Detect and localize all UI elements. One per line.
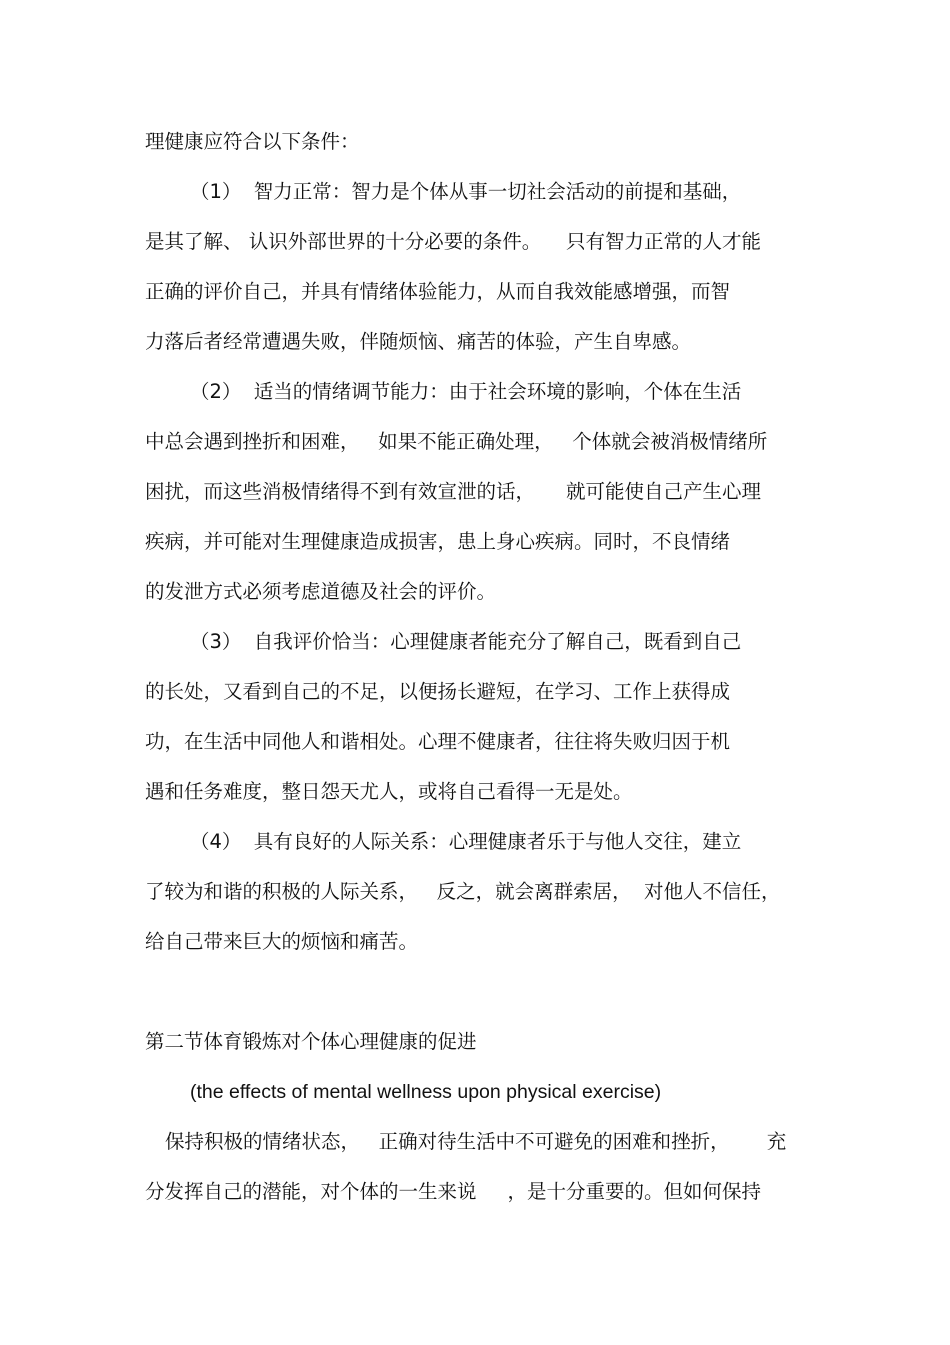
text-line: 理健康应符合以下条件： <box>145 130 360 153</box>
text-line: 分发挥自己的潜能，对个体的一生来说 ，是十分重要的。但如何保持 <box>145 1180 761 1203</box>
text-line: （1） 智力正常：智力是个体从事一切社会活动的前提和基础， <box>190 180 742 203</box>
section-heading: 第二节体育锻炼对个体心理健康的促进 <box>145 1030 477 1053</box>
text-line: 中总会遇到挫折和困难， 如果不能正确处理， 个体就会被消极情绪所 <box>145 430 768 453</box>
text-line: 遇和任务难度，整日怨天尤人，或将自己看得一无是处。 <box>145 780 633 803</box>
text-line: 是其了解、 认识外部世界的十分必要的条件。 只有智力正常的人才能 <box>145 230 761 253</box>
text-line: 的长处，又看到自己的不足，以便扬长避短，在学习、工作上获得成 <box>145 680 731 703</box>
text-line: 保持积极的情绪状态， 正确对待生活中不可避免的困难和挫折， 充 <box>165 1130 787 1153</box>
text-line: 力落后者经常遭遇失败，伴随烦恼、痛苦的体验，产生自卑感。 <box>145 330 692 353</box>
text-line: （3） 自我评价恰当：心理健康者能充分了解自己，既看到自己 <box>190 630 742 653</box>
text-line: （2） 适当的情绪调节能力：由于社会环境的影响，个体在生活 <box>190 380 742 403</box>
text-line: （4） 具有良好的人际关系：心理健康者乐于与他人交往，建立 <box>190 830 742 853</box>
text-line: 疾病，并可能对生理健康造成损害，患上身心疾病。同时，不良情绪 <box>145 530 731 553</box>
text-line: 了较为和谐的积极的人际关系， 反之，就会离群索居， 对他人不信任， <box>145 880 781 903</box>
text-line: 功，在生活中同他人和谐相处。心理不健康者，往往将失败归因于机 <box>145 730 731 753</box>
text-line: 给自己带来巨大的烦恼和痛苦。 <box>145 930 419 953</box>
text-line: 困扰，而这些消极情绪得不到有效宣泄的话， 就可能使自己产生心理 <box>145 480 761 503</box>
text-line: 正确的评价自己，并具有情绪体验能力，从而自我效能感增强，而智 <box>145 280 731 303</box>
text-line: 的发泄方式必须考虑道德及社会的评价。 <box>145 580 497 603</box>
section-subtitle: (the effects of mental wellness upon physical exercise) <box>190 1081 662 1103</box>
